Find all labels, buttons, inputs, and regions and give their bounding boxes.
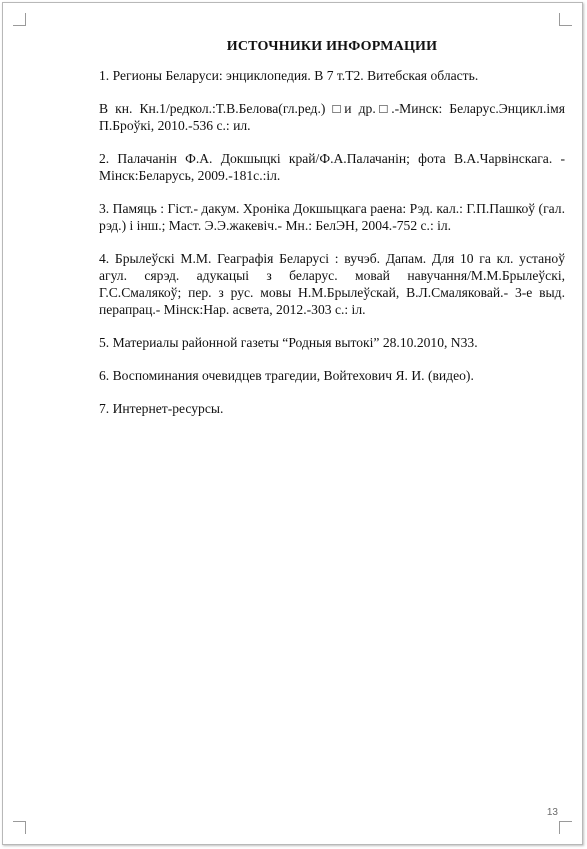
source-item-7: 7. Интернет-ресурсы. — [99, 401, 224, 416]
source-item-6: 6. Воспоминания очевидцев трагедии, Войтехович Я. И. (видео). — [99, 368, 474, 383]
crop-mark-bottom-left — [13, 821, 26, 834]
source-item-1-continuation: В кн. Кн.1/редкол.:Т.В.Белова(гл.ред.) □и др.□.-Минск: Беларус.Энцикл.імя П.Броўкі, 2010.-536 с.: ил. — [99, 101, 565, 133]
page-number: 13 — [546, 807, 558, 818]
source-item-1: 1. Регионы Беларуси: энциклопедия. В 7 т.Т2. Витебская область. — [99, 68, 479, 83]
crop-mark-top-left — [13, 13, 26, 26]
source-item-2: 2. Палачанін Ф.А. Докшыцкі край/Ф.А.Палачанін; фота В.А.Чарвінскага. - Мінск:Беларусь, 2009.-181с.:іл. — [99, 151, 565, 183]
page-content — [99, 39, 565, 433]
source-item-3: 3. Памяць : Гіст.- дакум. Хроніка Докшыцкага раена: Рэд. кал.: Г.П.Пашкоў (гал. рэд.) і інш.; Маст. Э.Э.жакевіч.- Мн.: БелЭН, 2004.-752 с.: іл. — [99, 201, 565, 233]
document-page — [2, 2, 583, 845]
crop-mark-bottom-right — [559, 821, 572, 834]
source-item-5: 5. Материалы районной газеты “Родныя вытокі” 28.10.2010, N33. — [99, 335, 478, 350]
source-item-4: 4. Брылеўскі М.М. Геаграфія Беларусі : вучэб. Дапам. Для 10 га кл. устаноў агул. сярэд. адукацыі з беларус. мовай навучання/М.М.Брылеўскі, Г.С.Смалякоў; пер. з рус. мовы Н.М.Брылеўскай, В.Л.Смаляковай.- 3-е выд. перапрац.- Мінск:Нар. асвета, 2012.-303 с.: іл. — [99, 251, 565, 317]
crop-mark-top-right — [559, 13, 572, 26]
page-title: ИСТОЧНИКИ ИНФОРМАЦИИ — [226, 39, 438, 54]
